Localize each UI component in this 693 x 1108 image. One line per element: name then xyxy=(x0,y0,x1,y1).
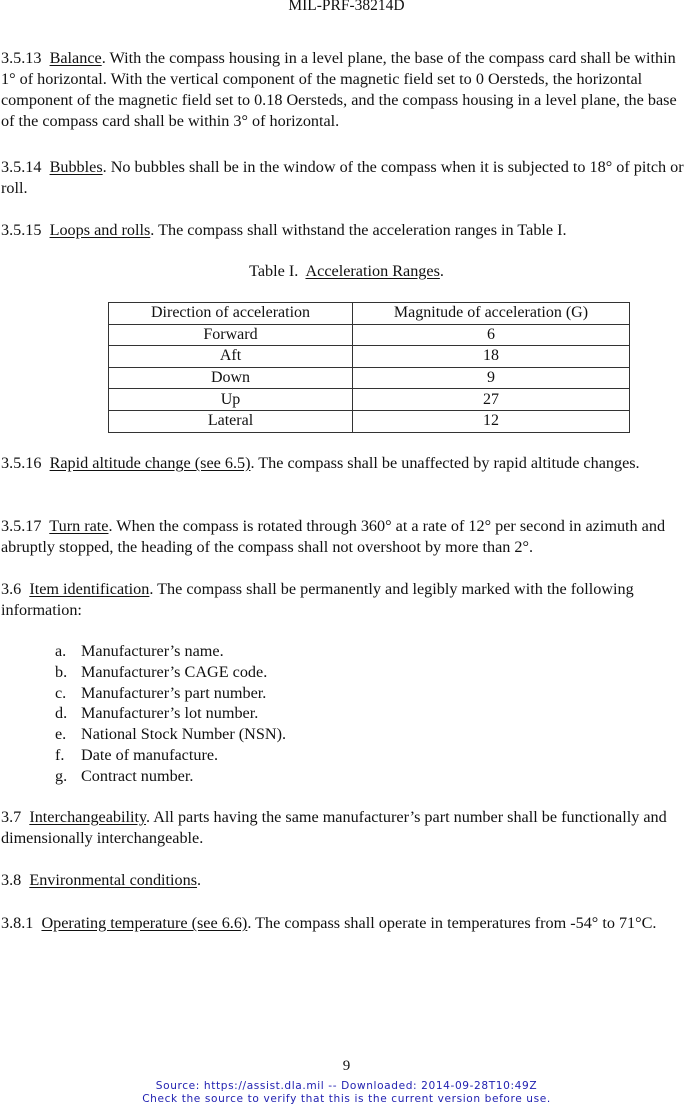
section-title: Balance xyxy=(49,49,102,67)
section-title: Operating temperature (see 6.6) xyxy=(41,914,248,932)
table-cell: 27 xyxy=(353,389,630,411)
list-marker: g. xyxy=(55,766,68,785)
section-3-5-15 xyxy=(1,220,691,241)
table-row xyxy=(109,346,630,368)
section-3-5-16 xyxy=(1,453,691,474)
section-number: 3.5.15 xyxy=(1,221,42,239)
list-text: Date of manufacture. xyxy=(81,745,219,764)
list-item xyxy=(55,641,286,662)
section-number: 3.8 xyxy=(1,871,22,889)
table-cell: Forward xyxy=(109,324,353,346)
section-text: . xyxy=(197,871,202,889)
list-item xyxy=(55,724,286,745)
list-marker: d. xyxy=(55,704,68,723)
section-text: . The compass shall operate in temperatures from -54° to 71°C. xyxy=(247,914,657,932)
section-text: . When the compass is rotated through 360° at a rate of 12° per second in azimuth and abruptly stopped, the heading of the compass shall not overshoot by more than 2°. xyxy=(1,517,666,556)
table-caption-suffix: . xyxy=(439,262,444,280)
list-text: Manufacturer’s part number. xyxy=(81,683,267,702)
list-text: Manufacturer’s lot number. xyxy=(81,704,259,723)
section-3-6 xyxy=(1,579,691,621)
list-text: Manufacturer’s CAGE code. xyxy=(81,662,268,681)
section-title: Item identification xyxy=(29,580,150,598)
section-3-8 xyxy=(1,870,691,891)
document-header: MIL-PRF-38214D xyxy=(288,0,405,14)
table-header-cell: Magnitude of acceleration (G) xyxy=(353,303,630,325)
table-row xyxy=(109,324,630,346)
list-item xyxy=(55,683,286,704)
section-text: . The compass shall be permanently and legibly marked with the following information: xyxy=(1,580,634,619)
section-title: Environmental conditions xyxy=(29,871,198,889)
section-title: Interchangeability xyxy=(29,808,147,826)
section-title: Bubbles xyxy=(49,158,103,176)
section-3-5-17 xyxy=(1,516,691,558)
list-marker: e. xyxy=(55,725,67,744)
list-marker: b. xyxy=(55,662,68,681)
table-row xyxy=(109,367,630,389)
section-title: Turn rate xyxy=(49,517,109,535)
list-text: Contract number. xyxy=(81,766,194,785)
section-text: . No bubbles shall be in the window of the compass when it is subjected to 18° of pitch or roll. xyxy=(1,158,684,197)
section-3-5-14 xyxy=(1,157,691,199)
table-row xyxy=(109,389,630,411)
section-text: . The compass shall withstand the acceleration ranges in Table I. xyxy=(150,221,567,239)
section-number: 3.8.1 xyxy=(1,914,34,932)
table-cell: Down xyxy=(109,367,353,389)
section-title: Rapid altitude change (see 6.5) xyxy=(49,454,251,472)
table-cell: 12 xyxy=(353,410,630,432)
list-text: Manufacturer’s name. xyxy=(81,642,224,660)
check-line: Check the source to verify that this is the current version before use. xyxy=(142,1093,551,1105)
section-text: . The compass shall be unaffected by rapid altitude changes. xyxy=(250,454,640,472)
table-caption xyxy=(0,262,693,281)
section-3-5-13 xyxy=(1,48,691,132)
section-number: 3.7 xyxy=(1,808,22,826)
list-marker: c. xyxy=(55,683,67,702)
section-number: 3.5.17 xyxy=(1,517,42,535)
list-marker: f. xyxy=(55,745,65,764)
section-title: Loops and rolls xyxy=(49,221,151,239)
table-header-cell: Direction of acceleration xyxy=(109,303,353,325)
section-3-8-1 xyxy=(1,913,691,934)
table-caption-prefix: Table I. xyxy=(249,262,299,280)
table-cell: Up xyxy=(109,389,353,411)
table-cell: Lateral xyxy=(109,410,353,432)
table-cell: 9 xyxy=(353,367,630,389)
section-text: . With the compass housing in a level plane, the base of the compass card shall be within 1° of horizontal. With the vertical component of the magnetic field set to 0 Oersteds, the horizontal component of the magnetic field set to 0.18 Oersteds, and the compass housing in a level plane, the base of the compass card shall be within 3° of horizontal. xyxy=(1,49,677,130)
list-marker: a. xyxy=(55,642,67,660)
section-number: 3.5.14 xyxy=(1,158,42,176)
table-cell: Aft xyxy=(109,346,353,368)
section-number: 3.5.16 xyxy=(1,454,42,472)
list-item xyxy=(55,662,286,683)
source-line: Source: https://assist.dla.mil -- Downloaded: 2014-09-28T10:49Z xyxy=(155,1080,538,1092)
table-row xyxy=(109,410,630,432)
page-number: 9 xyxy=(342,1058,351,1074)
list-item xyxy=(55,703,286,724)
section-number: 3.6 xyxy=(1,580,22,598)
list-item xyxy=(55,766,286,787)
table-header-row xyxy=(109,303,630,325)
identification-list xyxy=(55,641,286,787)
list-text: National Stock Number (NSN). xyxy=(81,725,287,744)
table-cell: 6 xyxy=(353,324,630,346)
section-number: 3.5.13 xyxy=(1,49,42,67)
section-text: . All parts having the same manufacturer’s part number shall be functionally and dimensionally interchangeable. xyxy=(1,808,667,847)
acceleration-table xyxy=(108,302,630,433)
list-item xyxy=(55,745,286,766)
table-caption-title: Acceleration Ranges xyxy=(305,262,440,280)
section-3-7 xyxy=(1,807,691,849)
table-cell: 18 xyxy=(353,346,630,368)
